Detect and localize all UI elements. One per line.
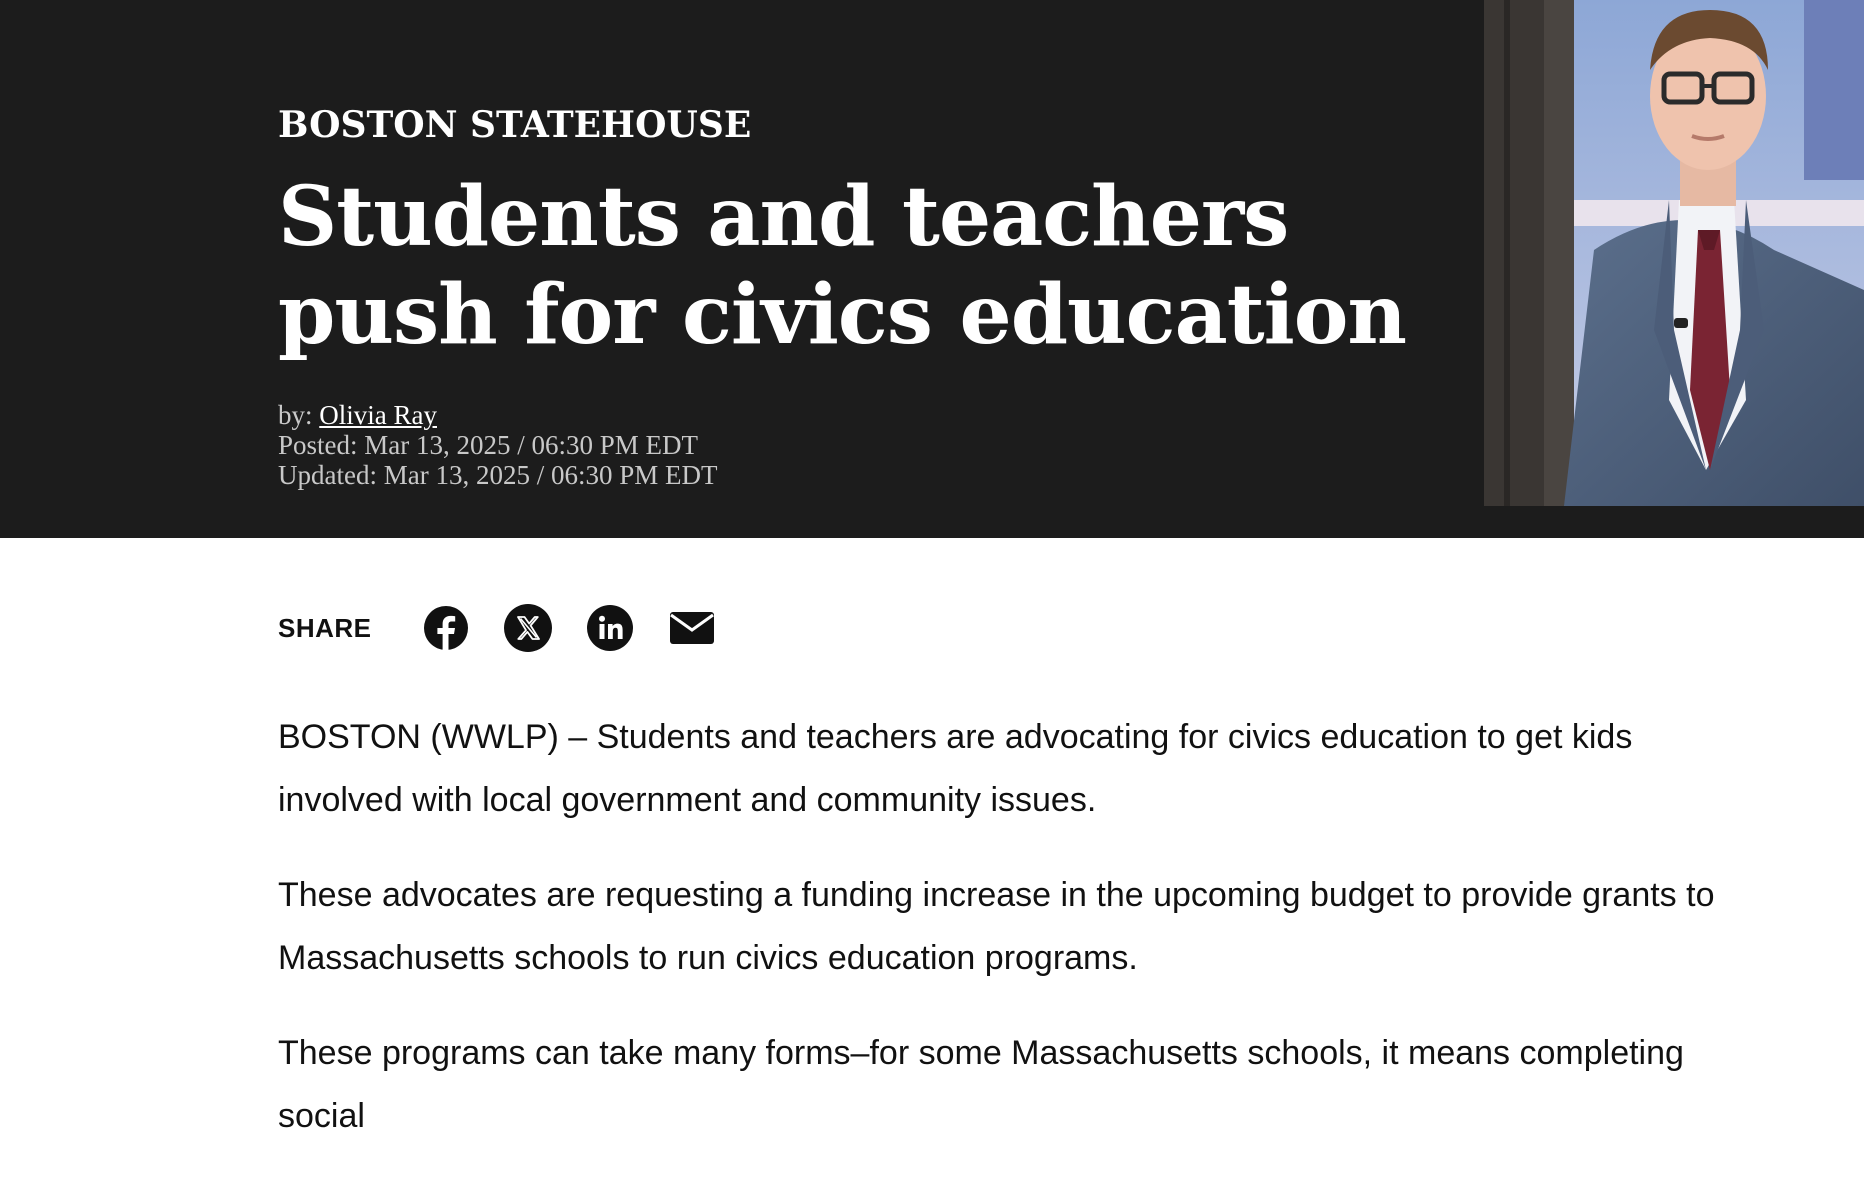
article-paragraph: These programs can take many forms–for some Massachusetts schools, it means completing social [278, 1034, 1684, 1135]
email-icon [669, 611, 715, 645]
facebook-icon [423, 605, 469, 651]
article-headline: Students and teachers push for civics education [278, 169, 1407, 363]
linkedin-icon [587, 605, 633, 651]
posted-date: Posted: Mar 13, 2025 / 06:30 PM EDT [278, 430, 699, 460]
share-x-button[interactable] [504, 604, 552, 652]
article-body [278, 706, 1758, 1180]
x-icon [504, 604, 552, 652]
hero-video-thumbnail[interactable] [1484, 0, 1864, 506]
news-anchor-image [1484, 0, 1864, 506]
updated-date: Updated: Mar 13, 2025 / 06:30 PM EDT [278, 460, 718, 490]
share-label: SHARE [278, 612, 372, 643]
article-hero [0, 0, 1864, 538]
article-meta [278, 400, 1448, 490]
article-paragraph: These advocates are requesting a funding increase in the upcoming budget to provide grants to Massachusetts schools to run civics education programs. [278, 876, 1715, 977]
share-email-button[interactable] [668, 604, 716, 652]
byline [278, 400, 1448, 430]
byline-prefix: by: [278, 400, 313, 430]
article-paragraph: BOSTON (WWLP) – Students and teachers are advocating for civics education to get kids involved with local government and community issues. [278, 718, 1633, 819]
section-kicker[interactable]: BOSTON STATEHOUSE [278, 104, 752, 146]
author-link[interactable]: Olivia Ray [319, 400, 437, 430]
share-facebook-button[interactable] [422, 604, 470, 652]
share-bar [278, 604, 750, 652]
share-linkedin-button[interactable] [586, 604, 634, 652]
hero-text [278, 100, 1448, 490]
